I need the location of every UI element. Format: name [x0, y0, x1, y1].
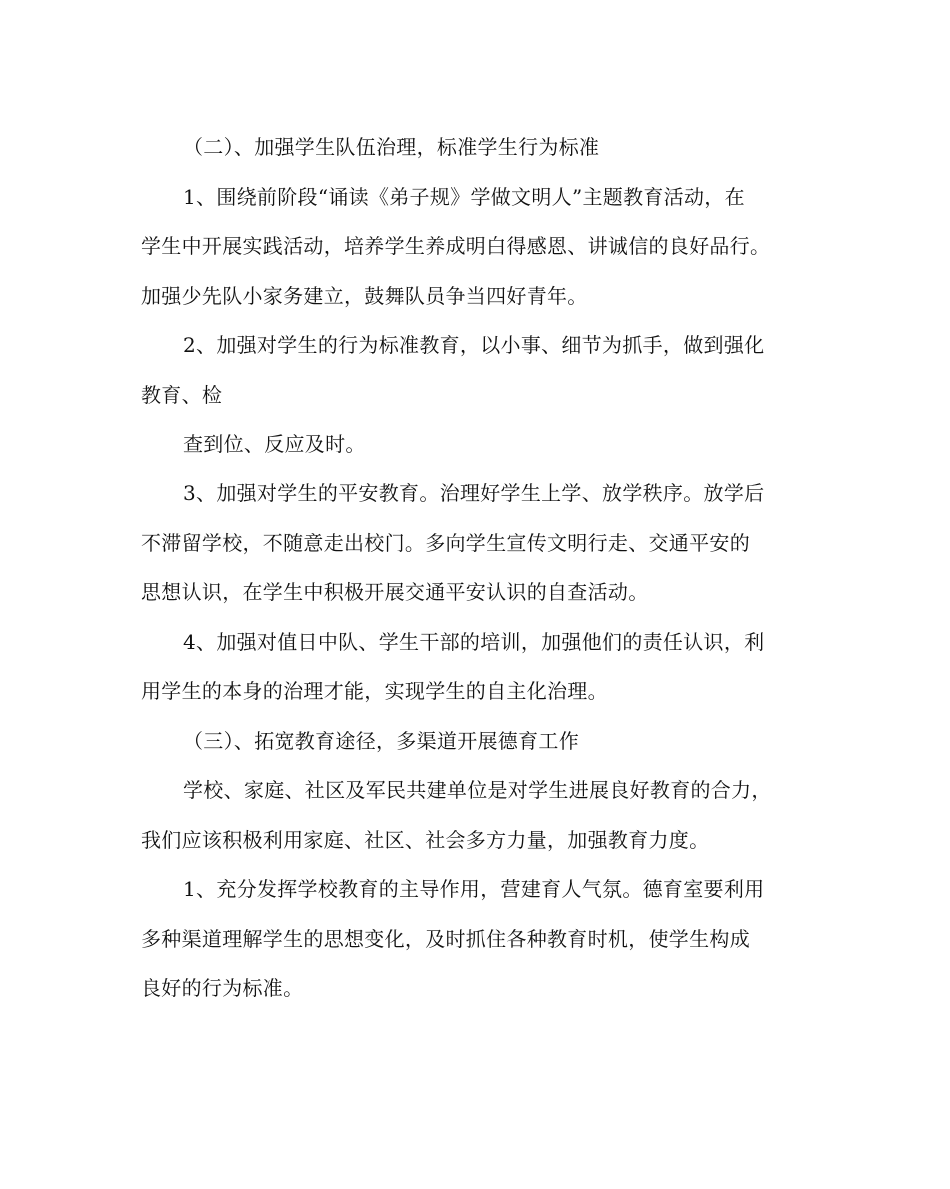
paragraph-line: 学生中开展实践活动，培养学生养成明白得感恩、讲诚信的良好品行。 [141, 234, 771, 258]
paragraph-line: 1、围绕前阶段“诵读《弟子规》学做文明人”主题教育活动，在 [183, 185, 745, 209]
paragraph-line: 良好的行为标准。 [141, 976, 304, 1000]
paragraph-line: 不滞留学校，不随意走出校门。多向学生宣传文明行走、交通平安的 [141, 531, 750, 555]
paragraph-line: 查到位、反应及时。 [183, 432, 366, 456]
paragraph-line: 学校、家庭、社区及军民共建单位是对学生进展良好教育的合力， [183, 778, 772, 802]
paragraph-line: 2、加强对学生的行为标准教育，以小事、细节为抓手，做到强化 [183, 333, 765, 357]
paragraph-line: 加强少先队小家务建立，鼓舞队员争当四好青年。 [141, 284, 588, 308]
paragraph-line: 用学生的本身的治理才能，实现学生的自主化治理。 [141, 679, 608, 703]
paragraph-line: 我们应该积极利用家庭、社区、社会多方力量，加强教育力度。 [141, 828, 710, 852]
paragraph-line: 教育、检 [141, 383, 223, 407]
section-heading-3: （三）、拓宽教育途径，多渠道开展德育工作 [183, 729, 579, 753]
paragraph-line: 1、充分发挥学校教育的主导作用，营建育人气氛。德育室要利用 [183, 877, 765, 901]
paragraph-line: 4、加强对值日中队、学生干部的培训，加强他们的责任认识，利 [183, 630, 765, 654]
paragraph-line: 3、加强对学生的平安教育。治理好学生上学、放学秩序。放学后 [183, 481, 765, 505]
paragraph-line: 多种渠道理解学生的思想变化，及时抓住各种教育时机，使学生构成 [141, 927, 750, 951]
paragraph-line: 思想认识，在学生中积极开展交通平安认识的自查活动。 [141, 580, 649, 604]
section-heading-2: （二）、加强学生队伍治理，标准学生行为标准 [183, 135, 600, 159]
